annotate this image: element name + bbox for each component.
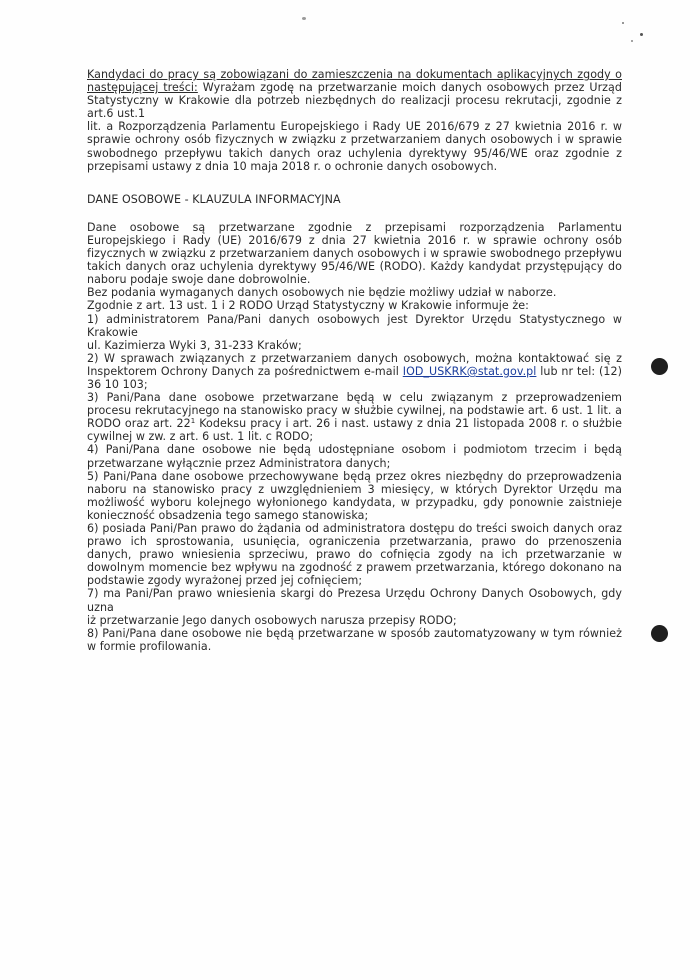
footnote-superscript: 1 <box>190 417 196 426</box>
clause-paragraph-3: Zgodnie z art. 13 ust. 1 i 2 RODO Urząd Statystyczny w Krakowie informuje że: <box>87 299 529 313</box>
clause-paragraph-1: Dane osobowe są przetwarzane zgodnie z przepisami rozporządzenia Parlamentu Europejskiego i Rady (UE) 2016/679 z dnia 27 kwietnia 2016 r. w sprawie ochrony osób fizycznych w związku z przetwarzaniem danych osobowych i w sprawie swobodnego przepływu takich danych oraz uchylenia dyrektywy 95/46/WE (RODO). Każdy kandydat przystępujący do naboru podaje swoje dane dobrowolnie. <box>87 220 622 287</box>
clause-title: DANE OSOBOWE - KLAUZULA INFORMACYJNA <box>87 192 341 206</box>
clause-item-2 <box>87 352 622 391</box>
clause-item-1: 1) administratorem Pana/Pani danych osobowych jest Dyrektor Urzędu Statystycznego w Krakowie <box>87 312 622 339</box>
clause-item-3 <box>87 391 622 443</box>
consent-heading: Kandydaci do pracy są zobowiązani do zamieszczenia na dokumentach aplikacyjnych zgody o następującej treści: <box>87 68 622 95</box>
punch-hole <box>651 358 668 375</box>
consent-text: Wyrażam zgodę na przetwarzanie moich danych osobowych przez Urząd Statystyczny w Krakowie dla potrzeb niezbędnych do realizacji procesu rekrutacji, zgodnie z art.6 ust.1 <box>87 81 622 121</box>
scan-speck <box>640 33 643 36</box>
clause-item-7-continued: iż przetwarzanie Jego danych osobowych narusza przepisy RODO; <box>87 613 457 627</box>
iod-email-link[interactable]: IOD_USKRK@stat.gov.pl <box>402 364 537 378</box>
punch-hole <box>651 625 668 642</box>
clause-item-8: 8) Pani/Pana dane osobowe nie będą przetwarzane w sposób zautomatyzowany w tym również w formie profilowania. <box>87 626 622 653</box>
scan-speck <box>302 17 306 20</box>
clause-item-3-text: 3) Pani/Pana dane osobowe przetwarzane będą w celu związanym z przeprowadzeniem procesu rekrutacyjnego na stanowisko pracy w służbie cywilnej, na podstawie art. 6 ust. 1 lit. a RODO oraz art. 22 <box>87 391 622 431</box>
clause-item-5: 5) Pani/Pana dane osobowe przechowywane będą przez okres niezbędny do przeprowadzenia naboru na stanowisko pracy z uwzględnieniem 3 miesięcy, w których Dyrektor Urzędu ma możliwość wyboru kolejnego wyłonionego kandydata, w przypadku, gdy ponownie zaistnieje konieczność obsadzenia tego samego stanowiska; <box>87 469 622 522</box>
clause-item-6: 6) posiada Pani/Pan prawo do żądania od administratora dostępu do treści swoich danych oraz prawo ich sprostowania, usunięcia, ograniczenia przetwarzania, prawo do przenoszenia danych, prawo wniesienia sprzeciwu, prawo do cofnięcia zgody na ich przetwarzanie w dowolnym momencie bez wpływu na zgodność z prawem przetwarzania, którego dokonano na podstawie zgody wyrażonej przed jej cofnięciem; <box>87 522 622 588</box>
clause-item-1-address: ul. Kazimierza Wyki 3, 31-233 Kraków; <box>87 338 302 352</box>
clause-item-2-text: 2) W sprawach związanych z przetwarzaniem danych osobowych, można kontaktować się z Inspektorem Ochrony Danych za pośrednictwem e-mail <box>87 351 622 378</box>
clause-item-3-text-cont: Kodeksu pracy i art. 26 i nast. ustawy z dnia 21 listopada 2008 r. o służbie cywilnej w zw. z art. 6 ust. 1 lit. c RODO; <box>87 417 622 444</box>
consent-paragraph <box>87 68 622 120</box>
document-body <box>87 68 622 653</box>
clause-item-2-phone: lub nr tel: (12) 36 10 103; <box>87 364 622 391</box>
clause-paragraph-2: Bez podania wymaganych danych osobowych nie będzie możliwy udział w naborze. <box>87 286 557 300</box>
scan-speck <box>622 22 624 24</box>
clause-item-4: 4) Pani/Pana dane osobowe nie będą udostępniane osobom i podmiotom trzecim i będą przetwarzane wyłącznie przez Administratora danych; <box>87 443 622 470</box>
consent-paragraph-continued: lit. a Rozporządzenia Parlamentu Europejskiego i Rady UE 2016/679 z 27 kwietnia 2016 r. w sprawie ochrony osób fizycznych w związku z przetwarzaniem danych osobowych i w sprawie swobodnego przepływu takich danych oraz uchylenia dyrektywy 95/46/WE oraz zgodnie z przepisami ustawy z dnia 10 maja 2018 r. o ochronie danych osobowych. <box>87 120 622 173</box>
clause-item-7: 7) ma Pani/Pan prawo wniesienia skargi do Prezesa Urzędu Ochrony Danych Osobowych, gdy uzna <box>87 587 622 614</box>
scan-speck <box>631 40 633 42</box>
